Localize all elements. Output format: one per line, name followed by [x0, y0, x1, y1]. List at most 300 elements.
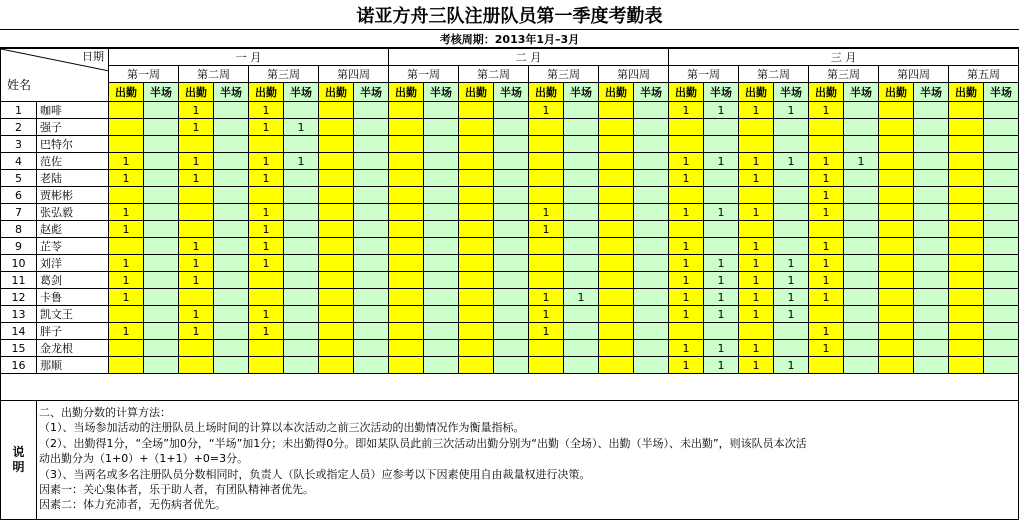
- half-attendance-cell: [354, 170, 389, 187]
- half-attendance-cell: [424, 272, 459, 289]
- half-attendance-cell: [284, 357, 319, 374]
- full-attendance-cell: [809, 119, 844, 136]
- full-attendance-cell: [179, 204, 214, 221]
- half-attendance-cell: [494, 119, 529, 136]
- member-name: 卡鲁: [37, 289, 109, 306]
- full-attendance-cell: [459, 170, 494, 187]
- half-attendance-cell: [774, 221, 809, 238]
- full-attendance-cell: 1: [249, 153, 284, 170]
- half-attendance-cell: [914, 204, 949, 221]
- week-header: 第五周: [949, 66, 1019, 83]
- half-attendance-cell: [494, 170, 529, 187]
- member-name: 范佐: [37, 153, 109, 170]
- half-attendance-cell: [494, 323, 529, 340]
- half-attendance-cell: [634, 204, 669, 221]
- half-attendance-cell: [634, 170, 669, 187]
- half-attendance-header: 半场: [634, 83, 669, 102]
- member-name: 强子: [37, 119, 109, 136]
- half-attendance-header: 半场: [214, 83, 249, 102]
- full-attendance-cell: [739, 136, 774, 153]
- half-attendance-cell: 1: [774, 102, 809, 119]
- full-attendance-cell: [319, 340, 354, 357]
- half-attendance-cell: 1: [564, 289, 599, 306]
- half-attendance-cell: [144, 357, 179, 374]
- half-attendance-cell: [284, 238, 319, 255]
- full-attendance-cell: [879, 289, 914, 306]
- half-attendance-cell: 1: [704, 204, 739, 221]
- half-attendance-cell: [214, 289, 249, 306]
- member-number: 8: [1, 221, 37, 238]
- full-attendance-cell: [879, 255, 914, 272]
- full-attendance-cell: [179, 136, 214, 153]
- full-attendance-cell: [389, 204, 424, 221]
- member-number: 12: [1, 289, 37, 306]
- full-attendance-cell: 1: [529, 289, 564, 306]
- full-attendance-cell: [879, 340, 914, 357]
- full-attendance-cell: 1: [109, 170, 144, 187]
- half-attendance-cell: [214, 187, 249, 204]
- half-attendance-cell: [494, 102, 529, 119]
- full-attendance-cell: [669, 323, 704, 340]
- half-attendance-cell: [914, 357, 949, 374]
- member-name: 那顺: [37, 357, 109, 374]
- full-attendance-cell: [949, 255, 984, 272]
- full-attendance-cell: [249, 187, 284, 204]
- full-attendance-cell: [879, 272, 914, 289]
- half-attendance-cell: [144, 340, 179, 357]
- month-header: 一 月: [109, 49, 389, 66]
- half-attendance-cell: [424, 221, 459, 238]
- half-attendance-cell: 1: [704, 306, 739, 323]
- member-number: 5: [1, 170, 37, 187]
- half-attendance-cell: [914, 238, 949, 255]
- blank-row: [1, 374, 1019, 401]
- full-attendance-cell: [319, 357, 354, 374]
- half-attendance-cell: [774, 323, 809, 340]
- date-label: 日期: [82, 50, 104, 63]
- full-attendance-cell: [319, 255, 354, 272]
- half-attendance-cell: 1: [284, 119, 319, 136]
- week-header: 第一周: [109, 66, 179, 83]
- half-attendance-cell: [984, 136, 1019, 153]
- full-attendance-cell: [389, 340, 424, 357]
- full-attendance-cell: [949, 221, 984, 238]
- half-attendance-cell: [634, 289, 669, 306]
- member-number: 9: [1, 238, 37, 255]
- half-attendance-cell: [144, 221, 179, 238]
- half-attendance-cell: [354, 306, 389, 323]
- attendance-table: [0, 48, 1019, 520]
- half-attendance-cell: [634, 221, 669, 238]
- full-attendance-cell: [529, 272, 564, 289]
- half-attendance-cell: 1: [704, 289, 739, 306]
- full-attendance-header: 出勤: [249, 83, 284, 102]
- full-attendance-cell: 1: [809, 204, 844, 221]
- member-row: [1, 238, 1019, 255]
- half-attendance-cell: [214, 221, 249, 238]
- note-line: 因素一：关心集体者，乐于助人者，有团队精神者优先。: [39, 483, 314, 497]
- full-attendance-cell: [319, 102, 354, 119]
- half-attendance-cell: [564, 221, 599, 238]
- full-attendance-cell: 1: [529, 323, 564, 340]
- full-attendance-cell: [879, 119, 914, 136]
- half-attendance-cell: [844, 255, 879, 272]
- half-attendance-cell: [984, 238, 1019, 255]
- member-number: 15: [1, 340, 37, 357]
- full-attendance-cell: 1: [249, 306, 284, 323]
- full-attendance-cell: [389, 102, 424, 119]
- half-attendance-cell: [494, 153, 529, 170]
- half-attendance-cell: [494, 238, 529, 255]
- half-attendance-cell: [284, 187, 319, 204]
- member-row: [1, 340, 1019, 357]
- half-attendance-header: 半场: [564, 83, 599, 102]
- half-attendance-cell: [144, 102, 179, 119]
- half-attendance-cell: [424, 357, 459, 374]
- sheet-title: 诺亚方舟三队注册队员第一季度考勤表: [0, 0, 1019, 30]
- full-attendance-cell: [599, 255, 634, 272]
- half-attendance-cell: [424, 340, 459, 357]
- member-name: 葛剑: [37, 272, 109, 289]
- half-attendance-header: 半场: [284, 83, 319, 102]
- note-line: （3）、当两名或多名注册队员分数相同时，负责人（队长或指定人员）应参考以下因素使用自由裁量权进行决策。: [39, 467, 591, 481]
- week-header: 第一周: [669, 66, 739, 83]
- member-row: [1, 221, 1019, 238]
- half-attendance-cell: [634, 357, 669, 374]
- full-attendance-cell: 1: [179, 323, 214, 340]
- member-row: [1, 289, 1019, 306]
- full-attendance-cell: [599, 340, 634, 357]
- half-attendance-cell: [564, 204, 599, 221]
- full-attendance-cell: [669, 221, 704, 238]
- full-attendance-cell: [459, 357, 494, 374]
- full-attendance-cell: [459, 272, 494, 289]
- month-header: 三 月: [669, 49, 1019, 66]
- full-attendance-cell: [249, 272, 284, 289]
- half-attendance-cell: 1: [774, 153, 809, 170]
- half-attendance-cell: 1: [704, 102, 739, 119]
- half-attendance-cell: [214, 119, 249, 136]
- half-attendance-cell: 1: [774, 255, 809, 272]
- full-attendance-cell: [949, 340, 984, 357]
- member-number: 1: [1, 102, 37, 119]
- half-attendance-cell: 1: [704, 340, 739, 357]
- half-attendance-cell: [424, 170, 459, 187]
- half-attendance-cell: [214, 102, 249, 119]
- half-attendance-cell: [634, 119, 669, 136]
- half-attendance-cell: [354, 357, 389, 374]
- half-attendance-cell: [704, 187, 739, 204]
- half-attendance-cell: [634, 272, 669, 289]
- half-attendance-cell: [704, 170, 739, 187]
- full-attendance-cell: [949, 323, 984, 340]
- member-number: 3: [1, 136, 37, 153]
- member-name: 凯文王: [37, 306, 109, 323]
- half-attendance-cell: 1: [704, 357, 739, 374]
- full-attendance-cell: 1: [179, 272, 214, 289]
- week-header: 第四周: [319, 66, 389, 83]
- note-line: （2）、出勤得1分，“全场”加0分，“半场”加1分；未出勤得0分。即如某队员此前三次活动出勤分别为“出勤（全场）、出勤（半场）、未出勤”，则该队员本次活: [39, 436, 807, 450]
- half-attendance-cell: [914, 340, 949, 357]
- full-attendance-cell: [319, 170, 354, 187]
- half-attendance-cell: [634, 238, 669, 255]
- full-attendance-header: 出勤: [109, 83, 144, 102]
- half-attendance-cell: [914, 119, 949, 136]
- full-attendance-cell: [319, 306, 354, 323]
- full-attendance-cell: [599, 119, 634, 136]
- full-attendance-cell: [599, 238, 634, 255]
- member-name: 老陆: [37, 170, 109, 187]
- full-attendance-cell: 1: [179, 255, 214, 272]
- half-attendance-cell: [914, 306, 949, 323]
- full-attendance-cell: [389, 119, 424, 136]
- full-attendance-cell: [179, 340, 214, 357]
- half-attendance-cell: [424, 289, 459, 306]
- half-attendance-cell: [214, 136, 249, 153]
- half-attendance-cell: [914, 255, 949, 272]
- half-attendance-header: 半场: [354, 83, 389, 102]
- half-attendance-cell: 1: [774, 306, 809, 323]
- week-header: 第四周: [879, 66, 949, 83]
- member-row: [1, 357, 1019, 374]
- half-attendance-cell: [214, 153, 249, 170]
- half-attendance-header: 半场: [424, 83, 459, 102]
- name-label: 姓名: [7, 78, 32, 92]
- half-attendance-cell: [424, 153, 459, 170]
- half-attendance-cell: [284, 204, 319, 221]
- member-name: 赵彪: [37, 221, 109, 238]
- half-attendance-cell: [984, 102, 1019, 119]
- half-attendance-cell: [844, 238, 879, 255]
- full-attendance-cell: [459, 255, 494, 272]
- half-attendance-cell: [144, 136, 179, 153]
- half-attendance-cell: [494, 272, 529, 289]
- member-number: 2: [1, 119, 37, 136]
- full-attendance-cell: [949, 204, 984, 221]
- full-attendance-cell: 1: [249, 170, 284, 187]
- full-attendance-cell: [529, 357, 564, 374]
- full-attendance-cell: [949, 306, 984, 323]
- full-attendance-header: 出勤: [389, 83, 424, 102]
- half-attendance-cell: [704, 136, 739, 153]
- half-attendance-cell: [424, 119, 459, 136]
- member-row: [1, 323, 1019, 340]
- note-line: 因素二：体力充沛者，无伤病者优先。: [39, 498, 226, 512]
- full-attendance-cell: [949, 272, 984, 289]
- half-attendance-cell: [844, 323, 879, 340]
- half-attendance-cell: [424, 255, 459, 272]
- full-attendance-cell: 1: [809, 289, 844, 306]
- full-attendance-header: 出勤: [529, 83, 564, 102]
- full-attendance-cell: [459, 102, 494, 119]
- full-attendance-cell: [109, 357, 144, 374]
- full-attendance-cell: [599, 289, 634, 306]
- full-attendance-cell: [249, 136, 284, 153]
- full-attendance-cell: [459, 136, 494, 153]
- full-attendance-cell: [739, 323, 774, 340]
- member-row: [1, 204, 1019, 221]
- half-attendance-cell: [844, 272, 879, 289]
- half-attendance-cell: [494, 136, 529, 153]
- half-attendance-cell: [564, 357, 599, 374]
- half-attendance-cell: [984, 323, 1019, 340]
- full-attendance-cell: [389, 272, 424, 289]
- full-attendance-cell: [319, 323, 354, 340]
- full-attendance-cell: 1: [669, 238, 704, 255]
- half-attendance-cell: [284, 289, 319, 306]
- half-attendance-cell: [984, 187, 1019, 204]
- full-attendance-cell: [599, 102, 634, 119]
- full-attendance-cell: [389, 289, 424, 306]
- half-attendance-cell: [214, 306, 249, 323]
- full-attendance-cell: 1: [249, 221, 284, 238]
- full-attendance-cell: 1: [179, 102, 214, 119]
- full-attendance-cell: [879, 170, 914, 187]
- half-attendance-cell: 1: [774, 272, 809, 289]
- full-attendance-cell: [319, 153, 354, 170]
- half-attendance-header: 半场: [844, 83, 879, 102]
- full-attendance-cell: [529, 255, 564, 272]
- half-attendance-cell: [354, 323, 389, 340]
- half-attendance-cell: [144, 306, 179, 323]
- half-attendance-cell: [914, 323, 949, 340]
- week-header: 第二周: [179, 66, 249, 83]
- full-attendance-cell: 1: [529, 102, 564, 119]
- full-attendance-cell: [599, 153, 634, 170]
- half-attendance-cell: [354, 119, 389, 136]
- member-row: [1, 119, 1019, 136]
- half-attendance-cell: [494, 289, 529, 306]
- half-attendance-cell: 1: [774, 357, 809, 374]
- full-attendance-cell: [879, 136, 914, 153]
- half-attendance-cell: [144, 238, 179, 255]
- full-attendance-cell: [809, 221, 844, 238]
- full-attendance-cell: 1: [809, 255, 844, 272]
- half-attendance-cell: [914, 187, 949, 204]
- full-attendance-cell: [599, 357, 634, 374]
- half-attendance-cell: [914, 289, 949, 306]
- full-attendance-cell: 1: [739, 340, 774, 357]
- half-attendance-cell: [984, 340, 1019, 357]
- half-attendance-cell: [284, 221, 319, 238]
- full-attendance-cell: 1: [669, 204, 704, 221]
- half-attendance-cell: [494, 187, 529, 204]
- half-attendance-header: 半场: [494, 83, 529, 102]
- half-attendance-cell: [984, 119, 1019, 136]
- full-attendance-cell: [109, 187, 144, 204]
- half-attendance-cell: [844, 136, 879, 153]
- full-attendance-cell: [739, 119, 774, 136]
- half-attendance-cell: [564, 272, 599, 289]
- full-attendance-cell: [179, 187, 214, 204]
- half-attendance-cell: [914, 153, 949, 170]
- full-attendance-cell: [459, 323, 494, 340]
- half-attendance-cell: [494, 357, 529, 374]
- half-attendance-cell: 1: [704, 272, 739, 289]
- half-attendance-cell: [214, 272, 249, 289]
- half-attendance-cell: 1: [844, 153, 879, 170]
- full-attendance-cell: 1: [809, 272, 844, 289]
- half-attendance-cell: [774, 204, 809, 221]
- half-attendance-cell: [354, 272, 389, 289]
- full-attendance-cell: 1: [249, 119, 284, 136]
- full-attendance-cell: [669, 187, 704, 204]
- half-attendance-cell: [704, 323, 739, 340]
- full-attendance-cell: [389, 323, 424, 340]
- half-attendance-cell: [494, 340, 529, 357]
- full-attendance-header: 出勤: [739, 83, 774, 102]
- member-name: 刘洋: [37, 255, 109, 272]
- member-row: [1, 255, 1019, 272]
- half-attendance-cell: [844, 289, 879, 306]
- half-attendance-cell: [144, 255, 179, 272]
- full-attendance-header: 出勤: [669, 83, 704, 102]
- full-attendance-cell: [949, 238, 984, 255]
- full-attendance-header: 出勤: [459, 83, 494, 102]
- half-attendance-cell: [564, 170, 599, 187]
- half-attendance-cell: [984, 221, 1019, 238]
- notes-side-label: 说 明: [1, 401, 37, 520]
- full-attendance-cell: [389, 238, 424, 255]
- half-attendance-cell: [844, 221, 879, 238]
- full-attendance-cell: 1: [739, 238, 774, 255]
- full-attendance-cell: [319, 187, 354, 204]
- half-attendance-cell: [914, 272, 949, 289]
- full-attendance-cell: [669, 119, 704, 136]
- member-row: [1, 153, 1019, 170]
- full-attendance-header: 出勤: [949, 83, 984, 102]
- full-attendance-cell: [389, 255, 424, 272]
- half-attendance-cell: [844, 119, 879, 136]
- half-attendance-cell: [144, 119, 179, 136]
- half-attendance-cell: [214, 170, 249, 187]
- full-attendance-cell: [879, 153, 914, 170]
- member-number: 4: [1, 153, 37, 170]
- full-attendance-cell: [599, 306, 634, 323]
- full-attendance-cell: [529, 153, 564, 170]
- full-attendance-cell: [949, 289, 984, 306]
- half-attendance-cell: [424, 204, 459, 221]
- half-attendance-cell: [634, 323, 669, 340]
- full-attendance-header: 出勤: [599, 83, 634, 102]
- week-header: 第三周: [529, 66, 599, 83]
- half-attendance-cell: [774, 136, 809, 153]
- member-row: [1, 272, 1019, 289]
- full-attendance-cell: 1: [669, 357, 704, 374]
- half-attendance-cell: [634, 153, 669, 170]
- full-attendance-cell: 1: [739, 255, 774, 272]
- full-attendance-cell: [879, 238, 914, 255]
- full-attendance-cell: [459, 153, 494, 170]
- full-attendance-cell: [319, 272, 354, 289]
- full-attendance-cell: 1: [529, 306, 564, 323]
- full-attendance-cell: 1: [179, 153, 214, 170]
- full-attendance-cell: [319, 221, 354, 238]
- member-number: 10: [1, 255, 37, 272]
- full-attendance-cell: [529, 170, 564, 187]
- half-attendance-cell: [844, 102, 879, 119]
- full-attendance-cell: [249, 340, 284, 357]
- half-attendance-cell: [704, 119, 739, 136]
- half-attendance-cell: [844, 357, 879, 374]
- half-attendance-cell: [214, 340, 249, 357]
- half-attendance-header: 半场: [914, 83, 949, 102]
- full-attendance-cell: 1: [179, 306, 214, 323]
- half-attendance-cell: [564, 306, 599, 323]
- member-row: [1, 306, 1019, 323]
- full-attendance-cell: [879, 102, 914, 119]
- half-attendance-cell: 1: [284, 153, 319, 170]
